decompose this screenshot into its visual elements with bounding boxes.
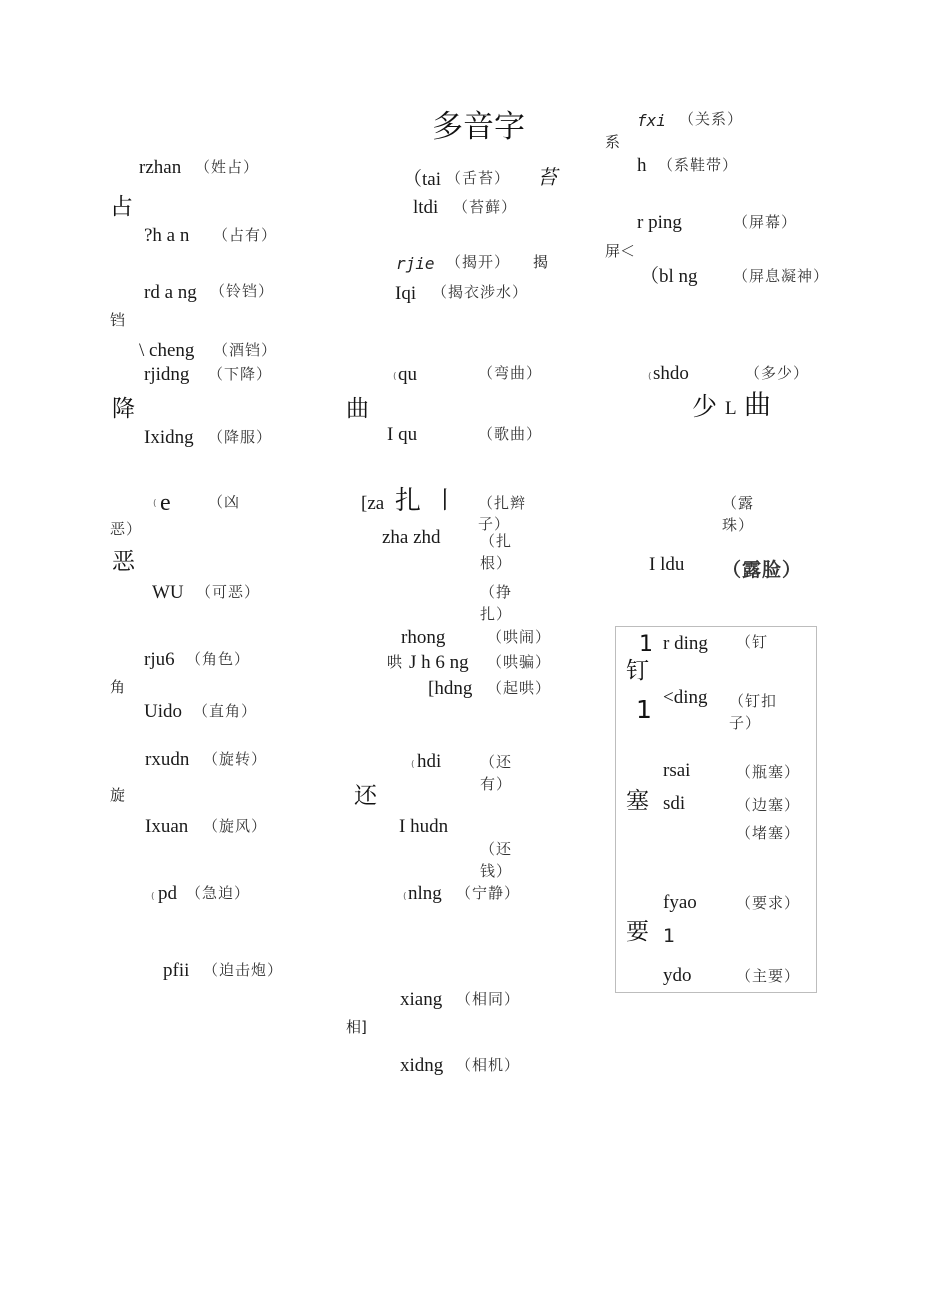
word-jue1: （角色）	[186, 650, 251, 668]
pinyin-shao: shdo	[653, 363, 689, 384]
word-qu2: （歌曲）	[478, 425, 543, 443]
char-yao: 要	[626, 919, 649, 945]
word-hai: （还	[480, 753, 513, 771]
char-zha: 扎	[395, 486, 422, 516]
pinyin-za: [za	[361, 493, 385, 514]
word-zha3: （挣	[480, 583, 513, 601]
char-dang: 铛	[110, 311, 126, 329]
word-qi: （揭衣涉水）	[432, 283, 529, 301]
pinyin-xi2: h	[637, 155, 647, 176]
char-ding: 钉	[626, 658, 649, 684]
word-shao: （多少）	[745, 364, 810, 382]
mark-one-top: 1	[639, 632, 653, 657]
char-jie: 揭	[533, 253, 549, 271]
mark-bar: 丨	[433, 486, 457, 514]
pinyin-ping1: r ping	[637, 212, 682, 233]
word-zhan1: （姓占）	[195, 158, 260, 176]
word-hai-cont: 有）	[480, 775, 513, 793]
pinyin-jue1: rju6	[144, 649, 175, 670]
word-ping1: （屏幕）	[733, 213, 798, 231]
word-tai2: （苔藓）	[453, 198, 518, 216]
word-cheng: （酒铛）	[213, 341, 278, 359]
pinyin-huan: I hudn	[399, 816, 449, 837]
char-huan: 还	[354, 783, 377, 809]
pinyin-jiang1: rjidng	[144, 364, 190, 385]
word-huan: （还	[480, 840, 513, 858]
word-jiang2: （降服）	[208, 428, 273, 446]
pinyin-qu2: I qu	[387, 424, 418, 445]
pinyin-sai1: rsai	[663, 760, 691, 781]
pinyin-bing: （bl ng	[640, 266, 698, 287]
word-hong3: （起哄）	[487, 679, 552, 697]
mark-po: (	[151, 892, 155, 902]
pinyin-dang1: rd a ng	[144, 282, 197, 303]
word-hong1: （哄闹）	[487, 628, 552, 646]
pinyin-zha2: zha zhd	[382, 527, 441, 548]
word-jiang1: （下降）	[208, 365, 273, 383]
pinyin-zhan2: ?h a n	[144, 225, 190, 246]
word-xi2: （系鞋带）	[658, 156, 739, 174]
char-ping: 屏＜	[605, 242, 636, 260]
pinyin-hong3: [hdng	[428, 678, 473, 699]
char-tai: 苔	[537, 165, 557, 189]
pinyin-xuan1: rxudn	[145, 749, 190, 770]
pinyin-sai2: sdi	[663, 793, 686, 814]
mark-shao: (	[648, 372, 652, 382]
mark-qu: (	[393, 372, 397, 382]
char-xi: 系	[605, 133, 621, 151]
char-e: 恶	[112, 549, 135, 575]
mark-shao-l: L	[725, 398, 737, 419]
mark-e: (	[153, 499, 157, 509]
word-sai1: （瓶塞）	[736, 763, 801, 781]
word-se: （堵塞）	[736, 824, 801, 842]
pinyin-yao2: ydo	[663, 965, 692, 986]
pinyin-ning: nlng	[408, 883, 442, 904]
pinyin-ding2: <ding	[663, 687, 708, 708]
word-za-cont: 子）	[478, 515, 511, 533]
word-ding2-cont: 子）	[729, 714, 762, 732]
char-xuan: 旋	[110, 786, 126, 804]
char-zhan: 占	[110, 194, 133, 220]
pinyin-ding1: r ding	[663, 633, 708, 654]
pinyin-jiang2: Ixidng	[144, 427, 194, 448]
pinyin-tai2: ltdi	[413, 197, 439, 218]
word-za: （扎辫	[478, 494, 527, 512]
char-sai: 塞	[626, 788, 649, 814]
word-sai2: （边塞）	[736, 796, 801, 814]
word-lu2: （露脸）	[722, 559, 803, 581]
pinyin-qu1: qu	[398, 364, 417, 385]
char-hong: 哄	[387, 653, 403, 671]
word-dang1: （铃铛）	[210, 282, 275, 300]
word-pai: （迫击炮）	[203, 961, 284, 979]
word-xiang2: （相机）	[456, 1056, 521, 1074]
pinyin-qi: Iqi	[395, 283, 417, 304]
word-hong2: （哄骗）	[487, 653, 552, 671]
word-huan-cont: 钱）	[480, 862, 513, 880]
word-lu1-cont: 珠）	[722, 516, 755, 534]
word-ding1: （钉	[736, 633, 769, 651]
mark-yao-one: 1	[663, 925, 676, 947]
pinyin-xi1: fxi	[637, 111, 666, 130]
word-xi1: （关系）	[679, 110, 744, 128]
pinyin-po: pd	[158, 883, 177, 904]
word-bing: （屏息凝神）	[733, 267, 830, 285]
pinyin-lu2: I ldu	[649, 554, 685, 575]
mark-one-bottom: 1	[636, 695, 652, 724]
word-yao1: （要求）	[736, 894, 801, 912]
pinyin-hong2: J h 6 ng	[409, 652, 469, 673]
pinyin-yao1: fyao	[663, 892, 697, 913]
word-zhan2: （占有）	[213, 226, 278, 244]
char-shao-qu: 曲	[744, 390, 771, 421]
pinyin-wu: WU	[152, 582, 184, 603]
mark-hai: (	[411, 760, 415, 770]
word-jiao2: （直角）	[193, 702, 258, 720]
word-e1-cont: 恶）	[110, 520, 143, 538]
word-zha2-cont: 根）	[480, 554, 513, 572]
pinyin-hong1: rhong	[401, 627, 446, 648]
word-xuan1: （旋转）	[203, 750, 268, 768]
word-ning: （宁静）	[456, 884, 521, 902]
word-yao2: （主要）	[736, 967, 801, 985]
char-jiao: 角	[110, 678, 126, 696]
word-lu1: （露	[722, 494, 755, 512]
pinyin-jiao2: Uido	[144, 701, 182, 722]
word-ding2: （钉扣	[729, 692, 778, 710]
char-jiang: 降	[112, 396, 135, 422]
word-tai1: （舌苔）	[446, 169, 511, 187]
word-po: （急迫）	[186, 884, 251, 902]
word-qu1: （弯曲）	[478, 364, 543, 382]
word-xiang1: （相同）	[456, 990, 521, 1008]
pinyin-tai1: （tai	[403, 169, 441, 190]
pinyin-jie1: rjie	[396, 254, 435, 273]
pinyin-xiang1: xiang	[400, 989, 443, 1010]
pinyin-xiang2: xidng	[400, 1055, 444, 1076]
pinyin-hai: hdi	[417, 751, 442, 772]
pinyin-e1: e	[160, 490, 171, 516]
pinyin-pai: pfii	[163, 960, 190, 981]
word-wu: （可恶）	[196, 583, 261, 601]
word-jie1: （揭开）	[446, 253, 511, 271]
word-zha3-cont: 扎）	[480, 605, 513, 623]
char-qu: 曲	[346, 396, 369, 422]
page-title: 多音字	[432, 109, 525, 145]
word-xuan2: （旋风）	[203, 817, 268, 835]
char-xiang: 相]	[346, 1018, 367, 1036]
word-e1: （凶	[208, 493, 241, 511]
mark-ning: (	[403, 892, 407, 902]
char-shao: 少	[692, 392, 718, 421]
pinyin-cheng: \ cheng	[139, 340, 195, 361]
pinyin-xuan2: Ixuan	[145, 816, 189, 837]
pinyin-zhan1: rzhan	[139, 157, 182, 178]
word-zha2: （扎	[480, 532, 513, 550]
